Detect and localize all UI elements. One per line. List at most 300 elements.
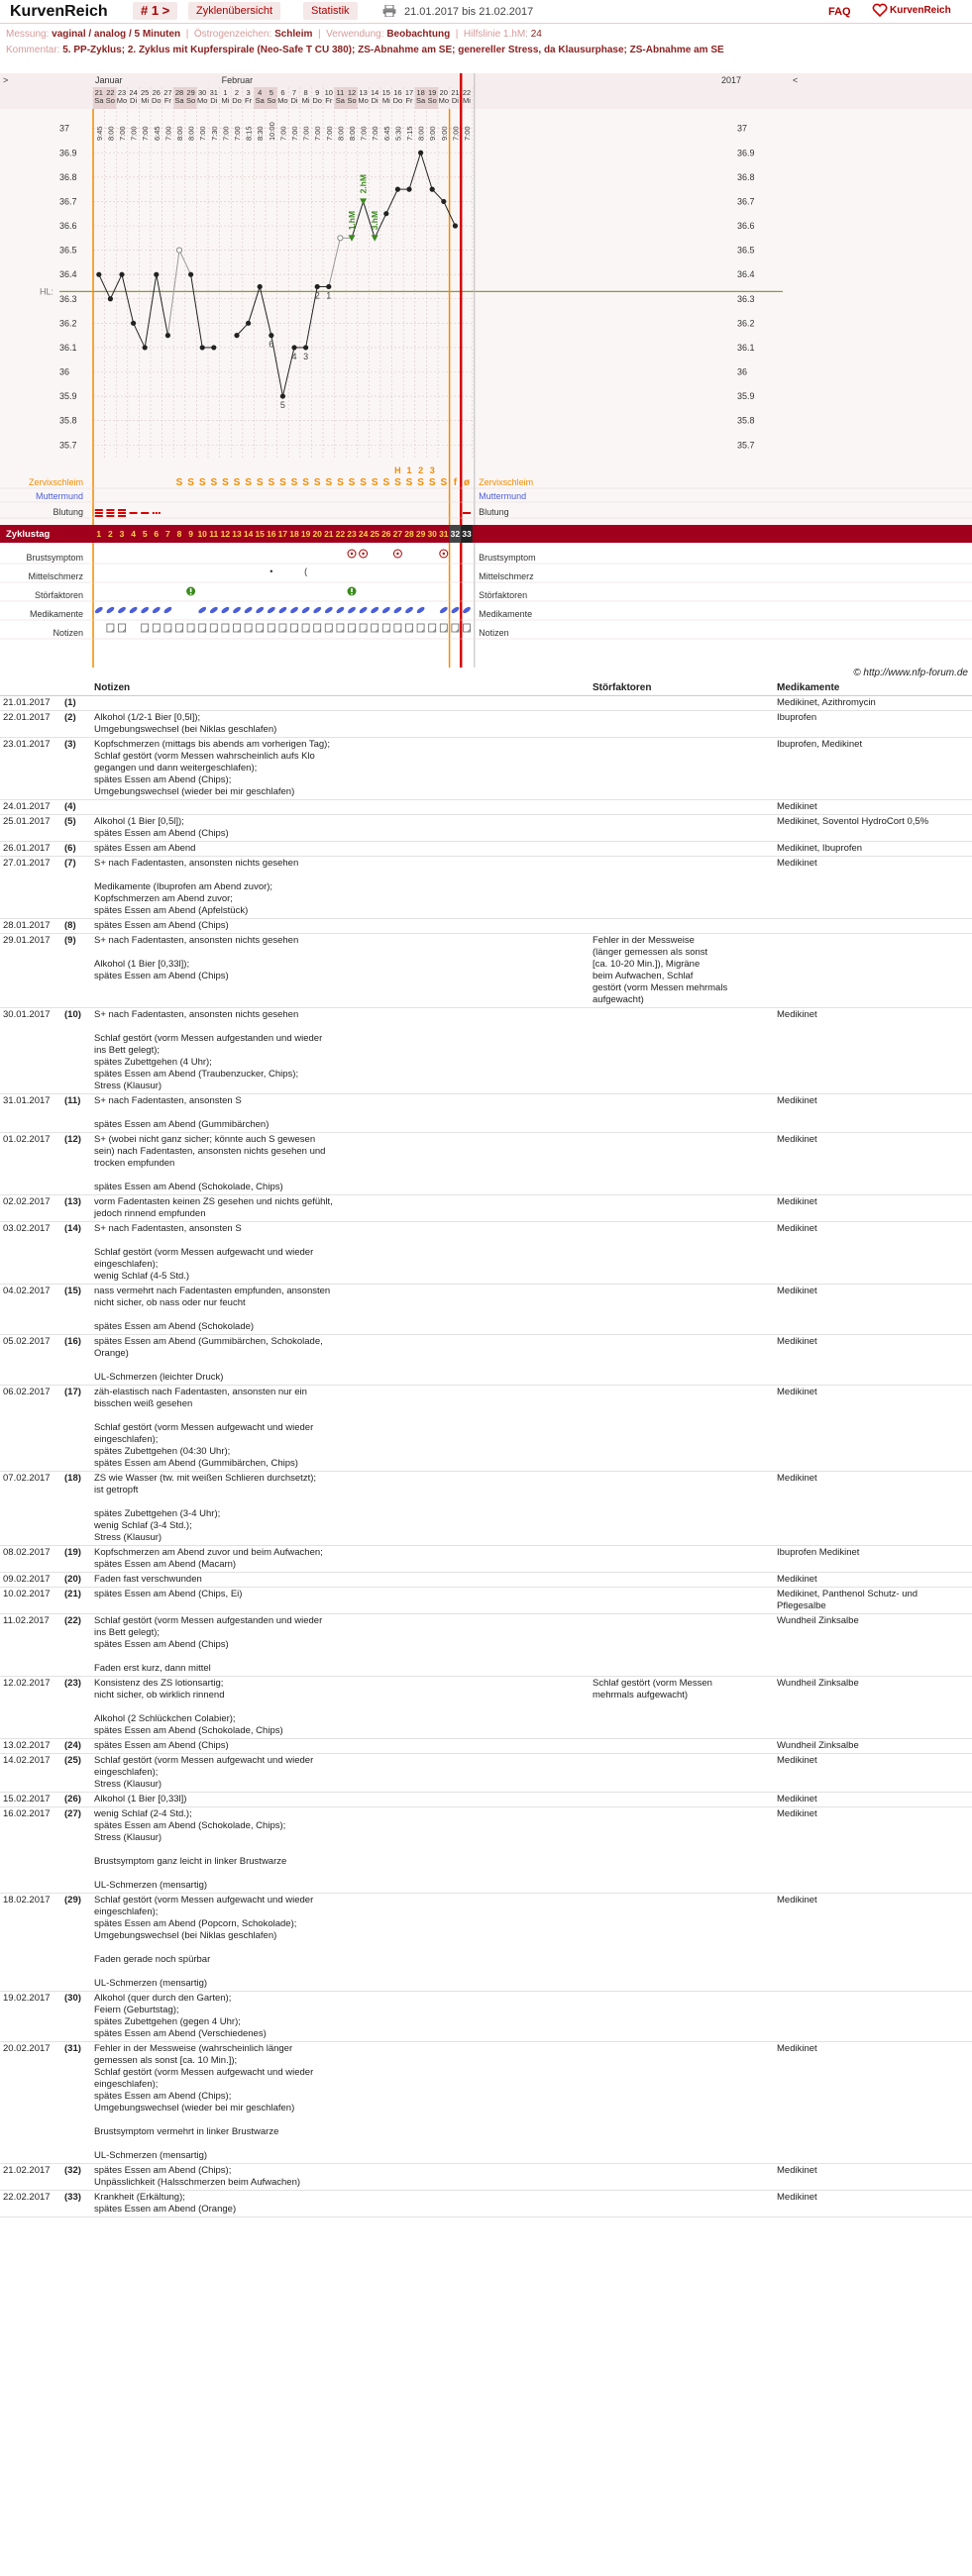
cycle-day-number: 21 bbox=[324, 529, 334, 539]
row-disturbances bbox=[590, 1613, 774, 1676]
row-date: 20.02.2017 bbox=[0, 2041, 61, 2163]
temperature-point bbox=[441, 199, 446, 204]
notes-table bbox=[0, 681, 972, 2217]
day-weekday: Mo bbox=[358, 96, 369, 105]
day-date: 14 bbox=[371, 88, 379, 97]
medication-lane-label-left: Medikamente bbox=[29, 609, 83, 619]
cycle-info: Messung: vaginal / analog / 5 Minuten | Östrogenzeichen: Schleim | Verwendung: Beobachtung | Hilfslinie 1.hM: 24 Kommentar: 5. PP-Zyklus; 2. Zyklus mit Kupferspirale (Neo-Safe T CU 380); ZS-Abnahme am SE; genereller Stress, da Klausurphase; ZS-Abnahme am SE bbox=[6, 29, 724, 55]
tab-cycle-overview[interactable]: Zyklenübersicht bbox=[188, 2, 280, 20]
y-tick-right: 36.9 bbox=[737, 148, 755, 158]
day-time: 7:00 bbox=[129, 126, 139, 141]
row-notes: spätes Essen am Abend (Chips) bbox=[91, 1738, 590, 1753]
cycle-day-number: 26 bbox=[381, 529, 391, 539]
row-date: 22.01.2017 bbox=[0, 710, 61, 737]
row-medication: Medikinet, Ibuprofen bbox=[774, 841, 972, 856]
faq-link[interactable]: FAQ bbox=[828, 6, 851, 18]
row-notes: Krankheit (Erkältung); spätes Essen am Abend (Orange) bbox=[91, 2190, 590, 2216]
mucus-mark: ø bbox=[463, 477, 471, 488]
row-disturbances bbox=[590, 1991, 774, 2041]
notes-row bbox=[0, 933, 972, 1007]
bleeding-spotting bbox=[153, 512, 155, 514]
day-date: 2 bbox=[234, 88, 240, 97]
row-medication: Medikinet bbox=[774, 1806, 972, 1893]
row-cycle-day: (19) bbox=[61, 1545, 91, 1572]
disturbance-icon-mark bbox=[190, 588, 192, 592]
cycle-day-number: 4 bbox=[131, 529, 136, 539]
y-tick-right: 36.7 bbox=[737, 196, 755, 207]
row-date: 29.01.2017 bbox=[0, 933, 61, 1007]
mucus-mark: S bbox=[198, 477, 206, 488]
chart-next-arrow[interactable]: < bbox=[793, 75, 799, 85]
day-date: 11 bbox=[336, 88, 345, 97]
row-cycle-day: (1) bbox=[61, 695, 91, 710]
label-usage: Verwendung: bbox=[326, 29, 384, 40]
day-time: 7:00 bbox=[118, 126, 127, 141]
row-medication: Medikinet bbox=[774, 1471, 972, 1545]
label-estrogen-sign: Östrogenzeichen: bbox=[193, 29, 272, 40]
cycle-day-number: 5 bbox=[142, 529, 148, 539]
row-date: 07.02.2017 bbox=[0, 1471, 61, 1545]
row-cycle-day: (8) bbox=[61, 918, 91, 933]
notes-row bbox=[0, 1792, 972, 1806]
day-weekday: Di bbox=[371, 96, 378, 105]
cycle-day-number: 2 bbox=[108, 529, 113, 539]
day-date: 3 bbox=[246, 88, 251, 97]
y-tick-left: 36.7 bbox=[59, 196, 77, 207]
row-date: 18.02.2017 bbox=[0, 1893, 61, 1991]
day-time: 9:00 bbox=[428, 126, 438, 141]
temperature-point bbox=[280, 393, 285, 398]
mucus-mark: S bbox=[382, 477, 390, 488]
low-count-label: 1 bbox=[326, 290, 332, 301]
row-notes: Kopfschmerzen (mittags bis abends am vorherigen Tag); Schlaf gestört (vorm Messen wahrscheinlich aufs Klo gegangen und dann weitergeschlafen); spätes Essen am Abend (Chips); Umgebungswechsel (wieder bei mir geschlafen) bbox=[91, 737, 590, 799]
low-count-label: 5 bbox=[279, 400, 285, 411]
row-disturbances bbox=[590, 918, 774, 933]
disturbance-lane-label-left: Störfaktoren bbox=[34, 590, 83, 600]
row-cycle-day: (15) bbox=[61, 1284, 91, 1334]
y-tick-left: 36.4 bbox=[59, 269, 77, 280]
y-tick-left: 36.5 bbox=[59, 245, 77, 256]
mucus-mark: S bbox=[256, 477, 264, 488]
temperature-point bbox=[119, 272, 124, 277]
y-tick-left: 36.9 bbox=[59, 148, 77, 158]
row-date: 19.02.2017 bbox=[0, 1991, 61, 2041]
temperature-point bbox=[200, 345, 205, 350]
mucus-mark: S bbox=[405, 477, 413, 488]
row-date: 26.01.2017 bbox=[0, 841, 61, 856]
cervix-lane-label-right: Muttermund bbox=[479, 491, 527, 501]
row-disturbances bbox=[590, 1194, 774, 1221]
row-notes: S+ nach Fadentasten, ansonsten nichts gesehen Alkohol (1 Bier [0,33l]); spätes Essen am Abend (Chips) bbox=[91, 933, 590, 1007]
day-weekday: Di bbox=[451, 96, 459, 105]
low-count-label: 6 bbox=[269, 339, 274, 350]
temperature-point bbox=[211, 345, 216, 350]
row-medication: Medikinet bbox=[774, 856, 972, 918]
row-date: 24.01.2017 bbox=[0, 799, 61, 814]
day-weekday: Sa bbox=[335, 96, 345, 105]
row-disturbances bbox=[590, 814, 774, 841]
chart-prev-arrow[interactable]: > bbox=[3, 75, 9, 85]
row-disturbances bbox=[590, 1093, 774, 1132]
mucus-mark: S bbox=[313, 477, 321, 488]
row-disturbances bbox=[590, 695, 774, 710]
source-credit: © http://www.nfp-forum.de bbox=[853, 668, 968, 678]
row-medication: Wundheil Zinksalbe bbox=[774, 1613, 972, 1676]
y-tick-right: 35.7 bbox=[737, 440, 755, 451]
row-date: 03.02.2017 bbox=[0, 1221, 61, 1284]
notes-row bbox=[0, 1738, 972, 1753]
row-notes: Schlaf gestört (vorm Messen aufgestanden und wieder ins Bett gelegt); spätes Essen am Abend (Chips) Faden erst kurz, dann mittel bbox=[91, 1613, 590, 1676]
row-cycle-day: (11) bbox=[61, 1093, 91, 1132]
row-cycle-day: (18) bbox=[61, 1471, 91, 1545]
notes-row bbox=[0, 1132, 972, 1194]
day-date: 23 bbox=[117, 88, 127, 97]
higher-measurement-label: 3.hM bbox=[370, 210, 380, 231]
notes-row bbox=[0, 2163, 972, 2190]
y-tick-left: 36.6 bbox=[59, 221, 77, 231]
mucus-mark: S bbox=[279, 477, 286, 488]
day-time: 7:00 bbox=[141, 126, 151, 141]
notes-table-body bbox=[0, 695, 972, 2216]
temperature-point-excluded bbox=[176, 248, 181, 253]
row-notes: Schlaf gestört (vorm Messen aufgewacht und wieder eingeschlafen); spätes Essen am Abend (Popcorn, Schokolade); Umgebungswechsel (bei Niklas geschlafen) Faden gerade noch spürbar UL-Schmerzen (mensartig) bbox=[91, 1893, 590, 1991]
value-comment: 5. PP-Zyklus; 2. Zyklus mit Kupferspirale (Neo-Safe T CU 380); ZS-Abnahme am SE; genereller Stress, da Klausurphase; ZS-Abnahme am SE bbox=[62, 45, 724, 55]
zervix-lane-label-right: Zervixschleim bbox=[479, 477, 534, 487]
mucus-mark: S bbox=[210, 477, 218, 488]
y-tick-left: 36.3 bbox=[59, 293, 77, 304]
day-time: 7:00 bbox=[451, 126, 461, 141]
row-disturbances bbox=[590, 1471, 774, 1545]
brand-title: KurvenReich bbox=[10, 3, 108, 20]
low-count-label: 4 bbox=[291, 351, 297, 361]
row-date: 21.01.2017 bbox=[0, 695, 61, 710]
day-weekday: So bbox=[267, 96, 276, 105]
tab-statistics[interactable]: Statistik bbox=[303, 2, 358, 20]
row-notes: Alkohol (1/2-1 Bier [0,5l]); Umgebungswechsel (bei Niklas geschlafen) bbox=[91, 710, 590, 737]
row-medication: Medikinet bbox=[774, 1385, 972, 1471]
notes-row bbox=[0, 814, 972, 841]
cycle-day-number: 15 bbox=[255, 529, 265, 539]
row-disturbances: Fehler in der Messweise (länger gemessen als sonst [ca. 10-20 Min.]), Migräne beim Aufwachen, Schlaf gestört (vorm Messen mehrmals aufgewacht) bbox=[590, 933, 774, 1007]
day-weekday: Mi bbox=[301, 96, 310, 105]
day-date: 20 bbox=[439, 88, 448, 97]
row-notes bbox=[91, 799, 590, 814]
notes-row bbox=[0, 1093, 972, 1132]
higher-measurement-label: 1.hM bbox=[347, 210, 357, 231]
row-notes: spätes Essen am Abend (Chips, Ei) bbox=[91, 1587, 590, 1613]
day-time: 7:00 bbox=[313, 126, 323, 141]
temperature-point bbox=[108, 296, 113, 301]
y-tick-right: 37 bbox=[737, 123, 748, 134]
row-cycle-day: (9) bbox=[61, 933, 91, 1007]
row-medication: Ibuprofen Medikinet bbox=[774, 1545, 972, 1572]
mucus-mark: S bbox=[302, 477, 309, 488]
day-weekday: Do bbox=[152, 96, 162, 105]
day-weekday: Sa bbox=[416, 96, 426, 105]
day-weekday: So bbox=[105, 96, 115, 105]
temperature-point bbox=[395, 187, 400, 192]
day-date: 9 bbox=[315, 88, 320, 97]
y-tick-right: 35.9 bbox=[737, 391, 755, 402]
day-date: 27 bbox=[163, 88, 172, 97]
notes-row bbox=[0, 918, 972, 933]
day-time: 7:00 bbox=[371, 126, 380, 141]
y-tick-right: 36.5 bbox=[737, 245, 755, 256]
row-notes: zäh-elastisch nach Fadentasten, ansonsten nur ein bisschen weiß gesehen Schlaf gestört (vorm Messen aufgewacht und wieder eingeschlafen); spätes Zubettgehen (04:30 Uhr); spätes Essen am Abend (Gummibärchen, Chips) bbox=[91, 1385, 590, 1471]
mucus-mark: S bbox=[371, 477, 378, 488]
day-weekday: So bbox=[347, 96, 357, 105]
top-bar bbox=[0, 0, 972, 24]
row-date: 01.02.2017 bbox=[0, 1132, 61, 1194]
cycle-day-number: 28 bbox=[404, 529, 414, 539]
row-notes bbox=[91, 695, 590, 710]
bleeding-heavy bbox=[106, 509, 114, 511]
day-date: 24 bbox=[129, 88, 138, 97]
row-notes: Alkohol (1 Bier [0,5l]); spätes Essen am Abend (Chips) bbox=[91, 814, 590, 841]
day-date: 8 bbox=[303, 88, 308, 97]
notes-row bbox=[0, 1613, 972, 1676]
day-weekday: Do bbox=[312, 96, 322, 105]
disturbance-lane-label-right: Störfaktoren bbox=[479, 590, 528, 600]
notes-row bbox=[0, 1221, 972, 1284]
day-date: 18 bbox=[416, 88, 425, 97]
day-weekday: Fr bbox=[405, 96, 413, 105]
temperature-point bbox=[326, 284, 331, 289]
notes-row bbox=[0, 1572, 972, 1587]
day-date: 1 bbox=[223, 88, 228, 97]
day-weekday: Di bbox=[290, 96, 298, 105]
bleeding-spotting bbox=[156, 512, 158, 514]
disturbance-icon-dot bbox=[351, 593, 353, 594]
temperature-point-excluded bbox=[338, 236, 343, 241]
row-medication: Medikinet bbox=[774, 1132, 972, 1194]
row-disturbances bbox=[590, 1753, 774, 1792]
notes-row bbox=[0, 1806, 972, 1893]
day-date: 26 bbox=[152, 88, 161, 97]
day-date: 29 bbox=[186, 88, 195, 97]
row-medication: Ibuprofen bbox=[774, 710, 972, 737]
row-cycle-day: (24) bbox=[61, 1738, 91, 1753]
cycle-day-number: 23 bbox=[347, 529, 357, 539]
cycle-nav-button[interactable]: # 1 > bbox=[133, 2, 177, 20]
temperature-point bbox=[303, 345, 308, 350]
row-date: 02.02.2017 bbox=[0, 1194, 61, 1221]
row-disturbances bbox=[590, 841, 774, 856]
bleeding-lane-label-right: Blutung bbox=[479, 507, 509, 517]
cycle-day-label: Zyklustag bbox=[6, 529, 51, 540]
notes-row bbox=[0, 710, 972, 737]
row-disturbances bbox=[590, 1221, 774, 1284]
notes-row bbox=[0, 1587, 972, 1613]
printer-icon[interactable] bbox=[382, 5, 396, 17]
y-tick-left: 36 bbox=[59, 366, 70, 377]
day-time: 9:00 bbox=[439, 126, 449, 141]
cycle-day-number: 10 bbox=[197, 529, 207, 539]
temperature-point bbox=[258, 284, 263, 289]
row-medication bbox=[774, 1991, 972, 2041]
notes-row bbox=[0, 2190, 972, 2216]
day-time: 6:45 bbox=[152, 126, 162, 141]
cycle-day-number: 32 bbox=[450, 529, 461, 539]
logo-text: KurvenReich bbox=[890, 5, 951, 16]
y-tick-left: 36.8 bbox=[59, 171, 77, 182]
bleeding-heavy bbox=[95, 515, 103, 517]
heart-logo-icon bbox=[872, 2, 888, 18]
breast-symptom-dot bbox=[351, 553, 353, 555]
bleeding-heavy bbox=[118, 515, 126, 517]
row-notes: Konsistenz des ZS lotionsartig; nicht sicher, ob wirklich rinnend Alkohol (2 Schlückchen Colabier); spätes Essen am Abend (Schokolade, Chips) bbox=[91, 1676, 590, 1738]
day-weekday: Fr bbox=[325, 96, 333, 105]
day-time: 8:00 bbox=[416, 126, 426, 141]
mucus-mark: S bbox=[290, 477, 298, 488]
notes-row bbox=[0, 695, 972, 710]
row-medication: Wundheil Zinksalbe bbox=[774, 1676, 972, 1738]
row-medication: Medikinet bbox=[774, 1007, 972, 1093]
y-tick-left: 37 bbox=[59, 123, 70, 134]
mucus-mark: S bbox=[428, 477, 436, 488]
midpain-lane-label-left: Mittelschmerz bbox=[28, 571, 83, 581]
row-cycle-day: (30) bbox=[61, 1991, 91, 2041]
day-weekday: Di bbox=[130, 96, 138, 105]
day-time: 7:00 bbox=[278, 126, 288, 141]
column-date bbox=[0, 681, 61, 695]
day-weekday: Sa bbox=[255, 96, 265, 105]
day-time: 9:45 bbox=[94, 126, 104, 141]
row-cycle-day: (23) bbox=[61, 1676, 91, 1738]
row-disturbances bbox=[590, 1334, 774, 1385]
row-date: 11.02.2017 bbox=[0, 1613, 61, 1676]
day-weekday: Mi bbox=[221, 96, 230, 105]
zervix-lane-label-left: Zervixschleim bbox=[28, 477, 83, 487]
day-time: 7:00 bbox=[163, 126, 173, 141]
y-tick-right: 36.8 bbox=[737, 171, 755, 182]
row-disturbances: Schlaf gestört (vorm Messen mehrmals aufgewacht) bbox=[590, 1676, 774, 1738]
row-medication: Medikinet bbox=[774, 1284, 972, 1334]
cervix-lane-label-left: Muttermund bbox=[35, 491, 83, 501]
peak-day-label: 2 bbox=[418, 465, 424, 475]
row-cycle-day: (29) bbox=[61, 1893, 91, 1991]
temperature-point bbox=[406, 187, 411, 192]
row-notes: Fehler in der Messweise (wahrscheinlich länger gemessen als sonst [ca. 10 Min.]); Schlaf gestört (vorm Messen aufgewacht und wieder eingeschlafen); spätes Essen am Abend (Chips); Umgebungswechsel (wieder bei mir geschlafen) Brustsymptom vermehrt in linker Brustwarze UL-Schmerzen (mensartig) bbox=[91, 2041, 590, 2163]
row-medication: Medikinet bbox=[774, 2190, 972, 2216]
row-cycle-day: (13) bbox=[61, 1194, 91, 1221]
bleeding-medium bbox=[141, 512, 149, 514]
column-medication: Medikamente bbox=[774, 681, 972, 695]
cycle-day-number: 11 bbox=[209, 529, 219, 539]
label-helper-line: Hilfslinie 1.hM: bbox=[463, 29, 528, 40]
row-date: 09.02.2017 bbox=[0, 1572, 61, 1587]
row-notes: S+ nach Fadentasten, ansonsten S spätes Essen am Abend (Gummibärchen) bbox=[91, 1093, 590, 1132]
value-estrogen-sign: Schleim bbox=[274, 29, 313, 40]
cycle-day-number: 3 bbox=[119, 529, 125, 539]
mucus-mark: S bbox=[394, 477, 401, 488]
mucus-mark: S bbox=[440, 477, 448, 488]
day-date: 4 bbox=[258, 88, 263, 97]
row-cycle-day: (32) bbox=[61, 2163, 91, 2190]
month-label: Januar bbox=[95, 75, 123, 85]
row-date: 10.02.2017 bbox=[0, 1587, 61, 1613]
temperature-point bbox=[291, 345, 296, 350]
cycle-day-number: 25 bbox=[370, 529, 379, 539]
month-label: Februar bbox=[221, 75, 254, 85]
mucus-mark: S bbox=[360, 477, 367, 488]
row-notes: S+ (wobei nicht ganz sicher; könnte auch S gewesen sein) nach Fadentasten, ansonsten nichts gesehen und trocken empfunden spätes Essen am Abend (Schokolade, Chips) bbox=[91, 1132, 590, 1194]
y-tick-right: 35.8 bbox=[737, 415, 755, 426]
row-date: 04.02.2017 bbox=[0, 1284, 61, 1334]
midpain-mark: ( bbox=[304, 567, 308, 576]
row-cycle-day: (25) bbox=[61, 1753, 91, 1792]
cycle-day-number: 14 bbox=[243, 529, 254, 539]
row-notes: Faden fast verschwunden bbox=[91, 1572, 590, 1587]
row-cycle-day: (21) bbox=[61, 1587, 91, 1613]
day-date: 7 bbox=[291, 88, 297, 97]
row-notes: nass vermehrt nach Fadentasten empfunden, ansonsten nicht sicher, ob nass oder nur feucht spätes Essen am Abend (Schokolade) bbox=[91, 1284, 590, 1334]
row-cycle-day: (4) bbox=[61, 799, 91, 814]
cycle-chart-svg bbox=[0, 73, 972, 668]
low-count-label: 3 bbox=[303, 351, 309, 361]
day-weekday: Mi bbox=[381, 96, 390, 105]
value-usage: Beobachtung bbox=[386, 29, 451, 40]
row-notes: Alkohol (1 Bier [0,33l]) bbox=[91, 1792, 590, 1806]
midpain-mark: • bbox=[270, 567, 273, 576]
temperature-point bbox=[418, 151, 423, 155]
day-time: 10:00 bbox=[267, 122, 276, 141]
row-medication: Wundheil Zinksalbe bbox=[774, 1738, 972, 1753]
notes-section bbox=[0, 668, 972, 2217]
y-tick-left: 35.8 bbox=[59, 415, 77, 426]
cycle-day-number: 31 bbox=[439, 529, 449, 539]
temperature-point bbox=[269, 333, 273, 338]
cycle-day-number: 7 bbox=[165, 529, 170, 539]
row-date: 30.01.2017 bbox=[0, 1007, 61, 1093]
day-weekday: Do bbox=[392, 96, 403, 105]
day-time: 5:30 bbox=[393, 126, 403, 141]
disturbance-icon-mark bbox=[351, 588, 353, 592]
temperature-point bbox=[315, 284, 320, 289]
temperature-point bbox=[154, 272, 159, 277]
chart-plot-background bbox=[0, 109, 972, 540]
row-notes: S+ nach Fadentasten, ansonsten nichts gesehen Medikamente (Ibuprofen am Abend zuvor); Kopfschmerzen am Abend zuvor; spätes Essen am Abend (Apfelstück) bbox=[91, 856, 590, 918]
cycle-day-number: 1 bbox=[96, 529, 102, 539]
y-tick-right: 36 bbox=[737, 366, 748, 377]
row-medication bbox=[774, 933, 972, 1007]
row-date: 16.02.2017 bbox=[0, 1806, 61, 1893]
bleeding-medium bbox=[130, 512, 138, 514]
day-weekday: Mo bbox=[277, 96, 288, 105]
day-time: 7:00 bbox=[290, 126, 299, 141]
bleeding-heavy bbox=[95, 512, 103, 514]
coverline-label: HL: bbox=[40, 286, 54, 297]
notes-row bbox=[0, 1753, 972, 1792]
row-notes: vorm Fadentasten keinen ZS gesehen und nichts gefühlt, jedoch rinnend empfunden bbox=[91, 1194, 590, 1221]
row-cycle-day: (12) bbox=[61, 1132, 91, 1194]
temperature-point bbox=[165, 333, 170, 338]
bleeding-heavy bbox=[118, 512, 126, 514]
row-date: 31.01.2017 bbox=[0, 1093, 61, 1132]
row-medication: Ibuprofen, Medikinet bbox=[774, 737, 972, 799]
mucus-mark: f bbox=[453, 477, 458, 488]
bleeding-heavy bbox=[106, 512, 114, 514]
breast-symptom-dot bbox=[443, 553, 445, 555]
row-disturbances bbox=[590, 1284, 774, 1334]
row-cycle-day: (14) bbox=[61, 1221, 91, 1284]
row-notes: Kopfschmerzen am Abend zuvor und beim Aufwachen; spätes Essen am Abend (Macarn) bbox=[91, 1545, 590, 1572]
row-cycle-day: (27) bbox=[61, 1806, 91, 1893]
row-medication: Medikinet bbox=[774, 1093, 972, 1132]
row-cycle-day: (2) bbox=[61, 710, 91, 737]
day-date: 30 bbox=[198, 88, 207, 97]
notes-row bbox=[0, 1284, 972, 1334]
